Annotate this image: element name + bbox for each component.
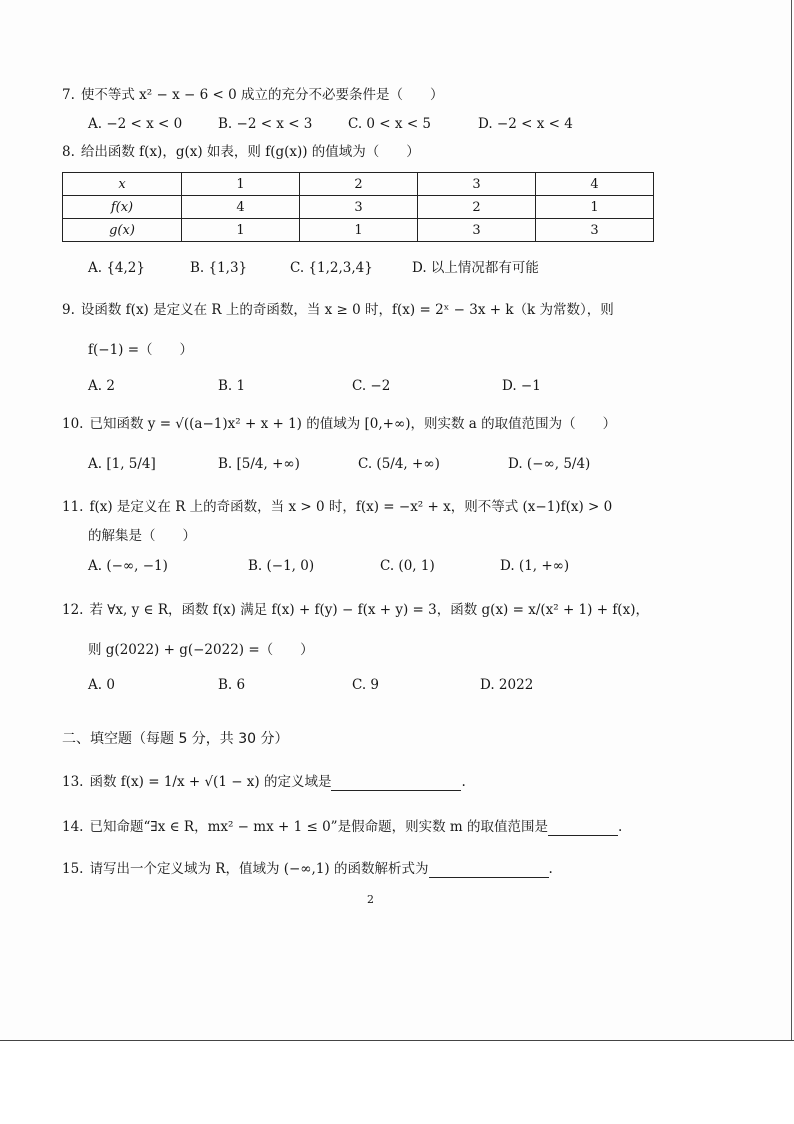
table-row (63, 219, 654, 242)
option-d[interactable]: D. −2 < x < 4 (478, 116, 573, 132)
option-a[interactable]: A. 2 (88, 378, 115, 394)
option-a[interactable]: A. {4,2} (88, 260, 145, 276)
table-cell: 2 (300, 173, 418, 196)
question-number: 8. (62, 144, 75, 160)
question-14 (62, 818, 622, 836)
option-d[interactable]: D. (1, +∞) (500, 558, 570, 574)
table-cell: 2 (418, 196, 536, 219)
answer-blank[interactable] (331, 776, 461, 791)
option-a[interactable]: A. (−∞, −1) (88, 558, 168, 574)
question-end: . (617, 819, 623, 835)
section-title: 二、填空题（每题 5 分，共 30 分） (62, 731, 289, 747)
question-number: 13. (62, 774, 84, 790)
question-number: 15. (62, 861, 84, 877)
question-stem: 请写出一个定义域为 R，值域为 (−∞,1) 的函数解析式为 (89, 861, 429, 877)
table-cell: 1 (300, 219, 418, 242)
question-end: . (461, 774, 466, 790)
table-cell: 1 (182, 173, 300, 196)
table-cell: 3 (300, 196, 418, 219)
page-edge (791, 0, 793, 1040)
question-11 (62, 498, 612, 516)
question-stem: 已知函数 y = √((a−1)x² + x + 1) 的值域为 [0,+∞)，则实数 a 的取值范围为（ ） (89, 416, 617, 432)
question-stem: 使不等式 x² − x − 6 < 0 成立的充分不必要条件是（ ） (80, 87, 444, 103)
option-c[interactable]: C. (5/4, +∞) (358, 456, 440, 472)
option-b[interactable]: B. 6 (218, 677, 246, 693)
option-c[interactable]: C. 9 (352, 677, 380, 693)
table-header-cell: f(x) (63, 196, 182, 219)
option-a[interactable]: A. [1, 5/4] (88, 456, 156, 472)
table-cell: 3 (418, 173, 536, 196)
option-c[interactable]: C. {1,2,3,4} (290, 260, 373, 276)
question-9 (62, 301, 614, 319)
question-stem: 函数 f(x) = 1/x + √(1 − x) 的定义域是 (89, 774, 332, 790)
question-stem: 设函数 f(x) 是定义在 R 上的奇函数，当 x ≥ 0 时，f(x) = 2ˣ − 3x + k（k 为常数），则 (80, 302, 614, 318)
question-12-continued: 则 g(2022) + g(−2022) =（ ） (88, 642, 314, 658)
question-number: 11. (62, 499, 84, 515)
question-number: 10. (62, 416, 84, 432)
question-number: 9. (62, 302, 75, 318)
option-d[interactable]: D. 以上情况都有可能 (412, 260, 539, 276)
option-d[interactable]: D. −1 (502, 378, 541, 394)
table-cell: 1 (536, 196, 654, 219)
option-a[interactable]: A. −2 < x < 0 (88, 116, 183, 132)
question-stem: 若 ∀x, y ∈ R，函数 f(x) 满足 f(x) + f(y) − f(x + y) = 3，函数 g(x) = x/(x² + 1) + f(x)， (89, 602, 649, 618)
question-8 (62, 143, 420, 161)
table-row (63, 173, 654, 196)
table-cell: 4 (182, 196, 300, 219)
option-a[interactable]: A. 0 (88, 677, 115, 693)
question-stem: 已知命题“∃x ∈ R，mx² − mx + 1 ≤ 0”是假命题，则实数 m 的取值范围是 (89, 819, 548, 835)
option-d[interactable]: D. (−∞, 5/4) (508, 456, 591, 472)
question-stem: 给出函数 f(x)，g(x) 如表，则 f(g(x)) 的值域为（ ） (80, 144, 420, 160)
page-number: 2 (367, 893, 374, 906)
option-c[interactable]: C. 0 < x < 5 (348, 116, 432, 132)
question-number: 12. (62, 602, 84, 618)
option-b[interactable]: B. [5/4, +∞) (218, 456, 300, 472)
question-10 (62, 415, 616, 433)
table-cell: 3 (536, 219, 654, 242)
option-b[interactable]: B. 1 (218, 378, 246, 394)
option-b[interactable]: B. (−1, 0) (248, 558, 315, 574)
question-9-continued: f(−1) =（ ） (88, 342, 194, 358)
question-number: 7. (62, 87, 75, 103)
option-b[interactable]: B. −2 < x < 3 (218, 116, 313, 132)
option-c[interactable]: C. −2 (352, 378, 391, 394)
table-cell: 1 (182, 219, 300, 242)
question-stem: f(x) 是定义在 R 上的奇函数，当 x > 0 时，f(x) = −x² + x，则不等式 (x−1)f(x) > 0 (89, 499, 613, 515)
question-12 (62, 601, 649, 619)
answer-blank[interactable] (548, 821, 618, 836)
option-b[interactable]: B. {1,3} (190, 260, 248, 276)
table-header-cell: g(x) (63, 219, 182, 242)
table-header-cell: x (63, 173, 182, 196)
question-7 (62, 86, 443, 104)
table-cell: 4 (536, 173, 654, 196)
option-c[interactable]: C. (0, 1) (380, 558, 435, 574)
question-13 (62, 773, 466, 791)
option-d[interactable]: D. 2022 (480, 677, 534, 693)
question-number: 14. (62, 819, 84, 835)
table-cell: 3 (418, 219, 536, 242)
question-11-continued: 的解集是（ ） (88, 528, 196, 544)
question-15 (62, 860, 553, 878)
function-table (62, 172, 654, 242)
question-end: . (548, 861, 553, 877)
table-row (63, 196, 654, 219)
answer-blank[interactable] (429, 863, 549, 878)
